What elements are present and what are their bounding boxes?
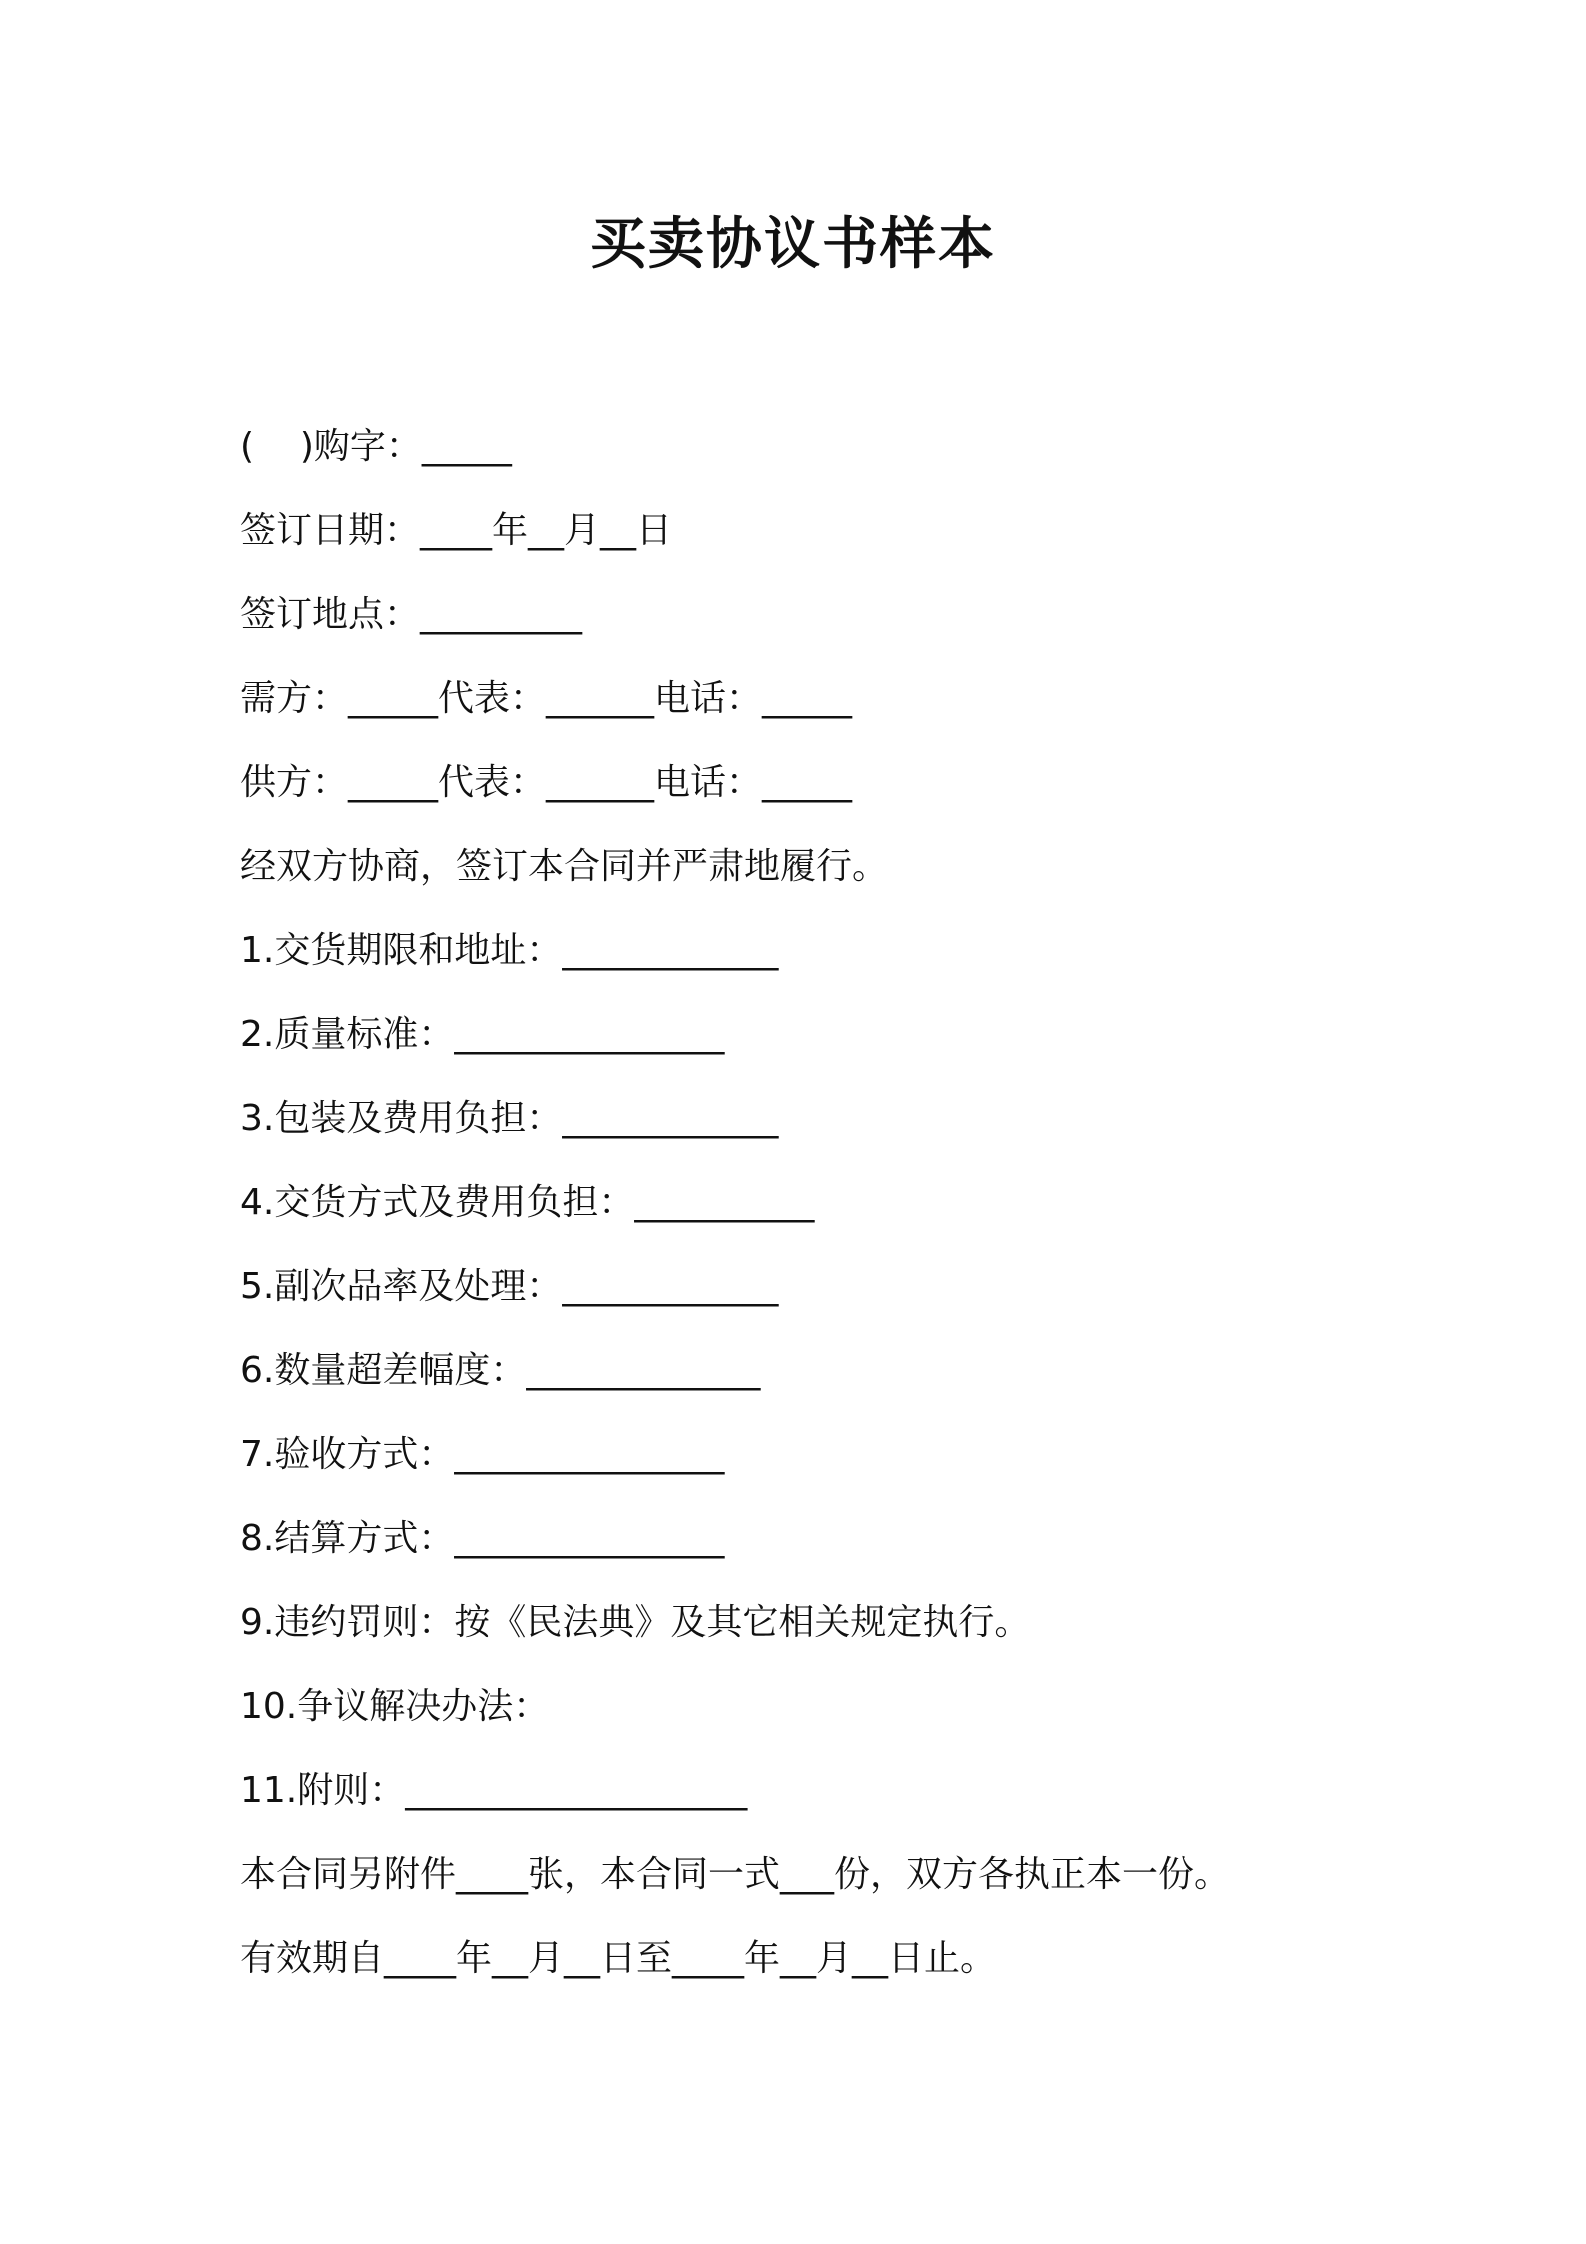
signing-place-line: 签订地点：_________ — [240, 594, 583, 635]
buyer-line: 需方：_____代表：______电话：_____ — [240, 678, 853, 719]
clause-1: 1.交货期限和地址：____________ — [240, 930, 779, 971]
clause-8: 8.结算方式：_______________ — [240, 1518, 725, 1559]
document-title: 买卖协议书样本 — [590, 212, 996, 277]
clause-3: 3.包装及费用负担：____________ — [240, 1098, 779, 1139]
clause-10: 10.争议解决办法： — [240, 1686, 550, 1727]
clause-4: 4.交货方式及费用负担：__________ — [240, 1182, 815, 1223]
document-body — [240, 405, 1440, 2001]
purchase-number-line: ( )购字：_____ — [240, 426, 512, 467]
clause-11: 11.附则：___________________ — [240, 1770, 748, 1811]
validity-period-line: 有效期自____年__月__日至____年__月__日止。 — [240, 1938, 997, 1979]
attachments-copies-line: 本合同另附件____张，本合同一式___份，双方各执正本一份。 — [240, 1854, 1231, 1895]
clause-2: 2.质量标准：_______________ — [240, 1014, 725, 1055]
clause-7: 7.验收方式：_______________ — [240, 1434, 725, 1475]
clause-5: 5.副次品率及处理：____________ — [240, 1266, 779, 1307]
agreement-statement: 经双方协商，签订本合同并严肃地履行。 — [240, 846, 889, 887]
clause-6: 6.数量超差幅度：_____________ — [240, 1350, 761, 1391]
supplier-line: 供方：_____代表：______电话：_____ — [240, 762, 853, 803]
clause-9: 9.违约罚则：按《民法典》及其它相关规定执行。 — [240, 1602, 1031, 1643]
signing-date-line: 签订日期：____年__月__日 — [240, 510, 673, 551]
